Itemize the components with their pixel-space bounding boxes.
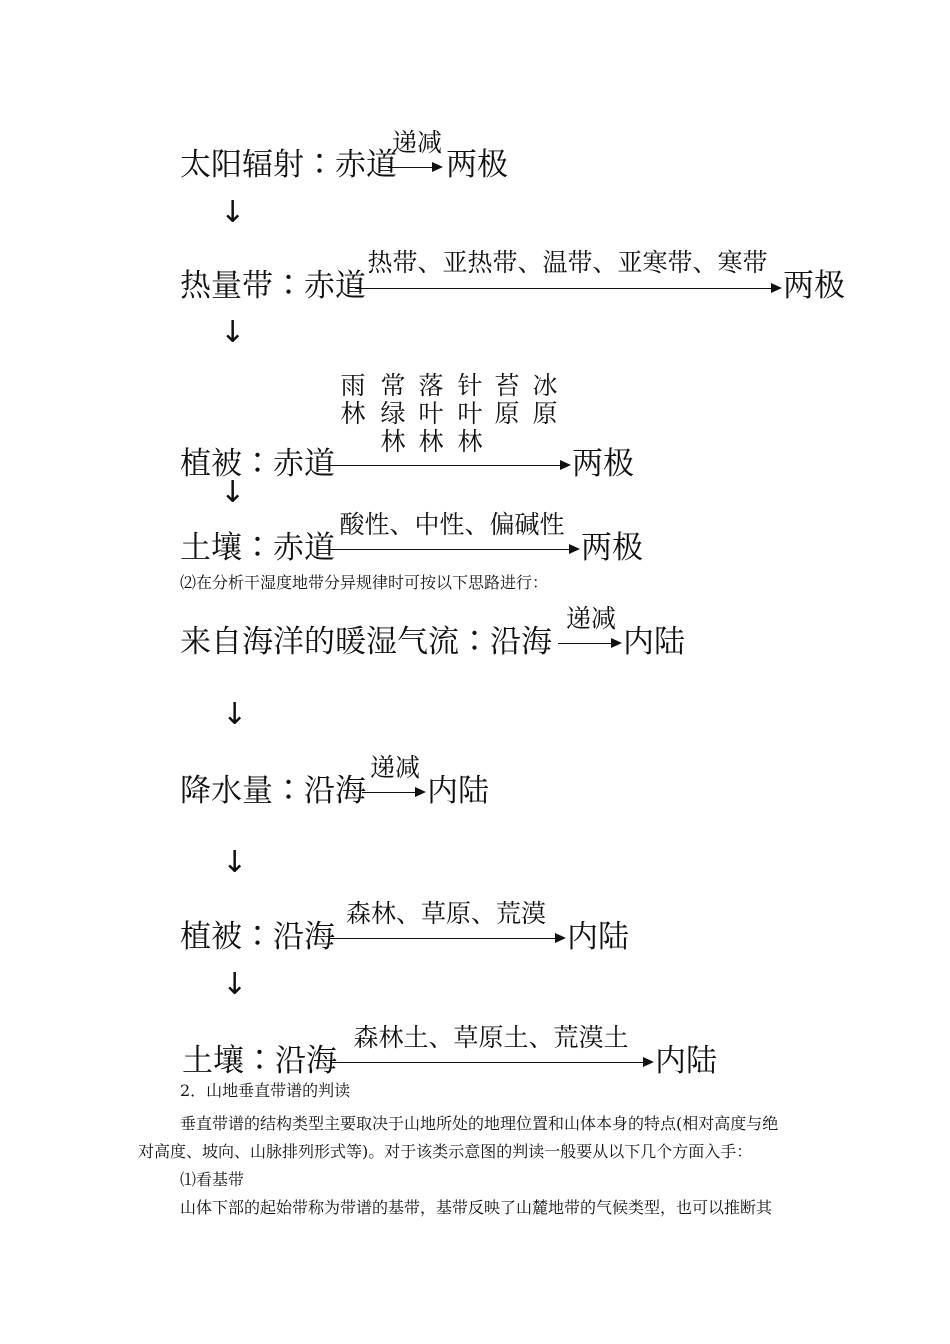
arrow-label: 酸性、中性、偏碱性: [339, 510, 565, 539]
row-end: 内陆: [655, 1043, 717, 1079]
row-label: 降水量∶沿海: [180, 773, 366, 809]
down-arrow-icon: ↓: [220, 195, 246, 230]
subheading: ⑴看基带: [180, 1170, 245, 1189]
arrow-line: [355, 288, 773, 289]
row-label: 来自海洋的暖湿气流∶沿海: [180, 624, 552, 660]
arrow-head: [569, 544, 580, 554]
arrow-label: 递减: [369, 753, 420, 782]
arrow-label: 递减: [391, 128, 442, 157]
arrow-head: [432, 162, 443, 172]
down-arrow-icon: ↓: [222, 845, 248, 880]
row-end: 内陆: [623, 624, 685, 660]
row-label: 太阳辐射∶赤道: [180, 147, 397, 183]
arrow-label: 森林、草原、荒漠: [345, 899, 546, 928]
arrow-line: [326, 549, 571, 550]
row-label: 热量带∶赤道: [180, 268, 366, 304]
row-label: 土壤∶沿海: [182, 1043, 337, 1079]
arrow-head: [560, 460, 571, 470]
row-end: 内陆: [427, 773, 489, 809]
paragraph-line: 山体下部的起始带称为带谱的基带，基带反映了山麓地带的气候类型，也可以推断其: [180, 1198, 773, 1217]
paragraph-line: 垂直带谱的结构类型主要取决于山地所处的地理位置和山体本身的特点(相对高度与绝: [180, 1114, 779, 1133]
arrow-head: [415, 787, 426, 797]
down-arrow-icon: ↓: [222, 967, 248, 1002]
arrow-label: 递减: [565, 604, 616, 633]
arrow-label: 森林土、草原土、荒漠土: [353, 1023, 629, 1052]
veg-col-deciduous: 落 叶 林: [418, 371, 444, 456]
veg-col-evergreen: 常 绿 林: [380, 371, 406, 456]
veg-col-ice: 冰 原: [532, 371, 558, 428]
arrow-line: [326, 465, 562, 466]
arrow-head: [643, 1057, 654, 1067]
down-arrow-icon: ↓: [222, 697, 248, 732]
arrow-line: [558, 643, 613, 644]
veg-col-coniferous: 针 叶 林: [457, 371, 483, 456]
veg-col-tundra: 苔 原: [494, 371, 520, 428]
arrow-line: [330, 938, 557, 939]
down-arrow-icon: ↓: [220, 315, 246, 350]
row-end: 两极: [572, 446, 634, 482]
row-label: 植被∶沿海: [180, 919, 335, 955]
section-heading: 2．山地垂直带谱的判读: [180, 1081, 351, 1100]
paragraph-line: 对高度、坡向、山脉排列形式等)。对于该类示意图的判读一般要从以下几个方面入手：: [138, 1142, 753, 1161]
arrow-line: [362, 792, 417, 793]
arrow-head: [555, 933, 566, 943]
row-end: 两极: [581, 530, 643, 566]
arrow-line: [388, 167, 434, 168]
veg-col-rainforest: 雨 林: [340, 371, 366, 428]
arrow-line: [330, 1062, 645, 1063]
dry-wet-intro: ⑵在分析干湿度地带分异规律时可按以下思路进行：: [180, 573, 549, 592]
arrow-head: [771, 283, 782, 293]
arrow-head: [611, 638, 622, 648]
arrow-label: 热带、亚热带、温带、亚寒带、寒带: [367, 248, 768, 277]
row-end: 两极: [783, 268, 845, 304]
row-end: 内陆: [567, 919, 629, 955]
down-arrow-icon: ↓: [220, 475, 246, 510]
row-label: 植被∶赤道: [180, 446, 335, 482]
row-label: 土壤∶赤道: [180, 530, 335, 566]
row-end: 两极: [446, 147, 508, 183]
